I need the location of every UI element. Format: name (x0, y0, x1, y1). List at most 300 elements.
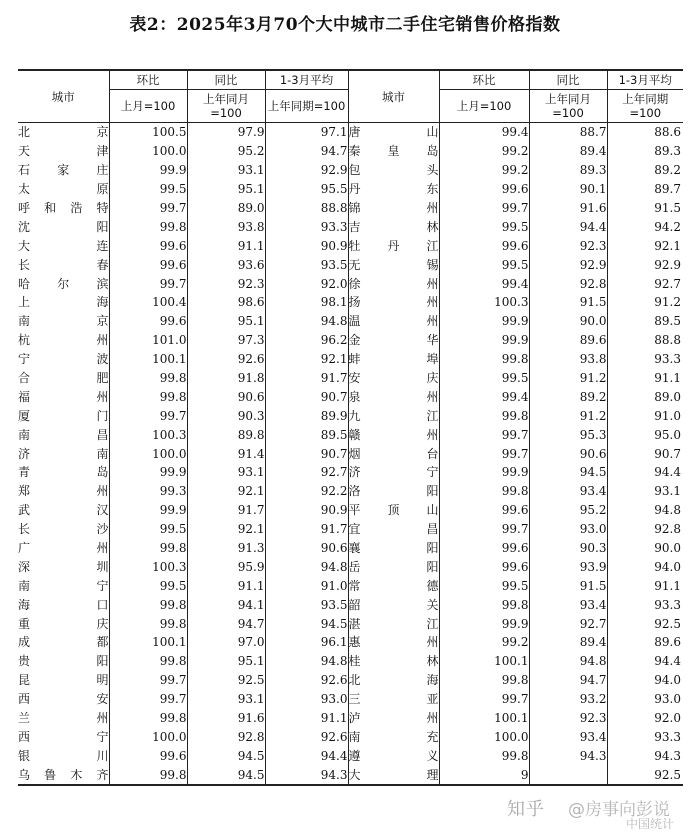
mom-index: 99.9 (109, 463, 187, 482)
q-avg-index: 93.5 (265, 255, 348, 274)
table-row (18, 765, 683, 785)
city-name: 杭州 (18, 333, 109, 348)
header-yoy-base-left: 上年同月=100 (187, 90, 265, 123)
mom-index: 99.7 (439, 690, 529, 709)
city-name: 太原 (18, 182, 109, 197)
table-row (18, 180, 683, 199)
yoy-index: 90.6 (529, 444, 607, 463)
mom-index: 99.9 (109, 161, 187, 180)
q-avg-index: 89.9 (265, 406, 348, 425)
city-name: 合肥 (18, 371, 109, 386)
city-name: 南充 (348, 728, 439, 747)
city-name: 长春 (18, 257, 109, 272)
city-name: 济南 (18, 446, 109, 461)
yoy-index: 93.6 (187, 255, 265, 274)
yoy-index: 95.2 (187, 142, 265, 161)
yoy-index: 95.3 (529, 425, 607, 444)
city-name: 济宁 (348, 463, 439, 482)
mom-index: 100.3 (109, 425, 187, 444)
mom-index: 99.9 (109, 501, 187, 520)
q-avg-index: 89.6 (607, 633, 683, 652)
mom-index: 99.7 (109, 199, 187, 218)
q-avg-index: 92.0 (265, 274, 348, 293)
mom-index: 99.5 (109, 576, 187, 595)
city-name: 成都 (18, 635, 109, 650)
mom-index: 99.7 (439, 425, 529, 444)
q-avg-index: 90.7 (265, 387, 348, 406)
q-avg-index: 96.2 (265, 331, 348, 350)
q-avg-index: 89.5 (607, 312, 683, 331)
table-row (18, 123, 683, 142)
q-avg-index: 89.2 (607, 161, 683, 180)
city-name: 石家庄 (18, 163, 109, 178)
q-avg-index: 88.8 (607, 331, 683, 350)
q-avg-index: 94.7 (265, 142, 348, 161)
yoy-index: 91.3 (187, 539, 265, 558)
q-avg-index: 90.9 (265, 501, 348, 520)
yoy-index: 91.2 (529, 369, 607, 388)
q-avg-index: 89.7 (607, 180, 683, 199)
city-name: 长沙 (18, 522, 109, 537)
mom-index: 99.5 (439, 217, 529, 236)
city-name: 岳阳 (348, 557, 439, 576)
city-name: 南京 (18, 314, 109, 329)
city-name: 泉州 (348, 387, 439, 406)
table-row (18, 406, 683, 425)
yoy-index: 92.8 (187, 728, 265, 747)
yoy-index: 97.3 (187, 331, 265, 350)
q-avg-index: 89.0 (607, 387, 683, 406)
q-avg-index: 93.3 (607, 595, 683, 614)
yoy-index: 92.3 (187, 274, 265, 293)
header-yoy-right: 同比 (529, 70, 607, 90)
table-row (18, 595, 683, 614)
yoy-index: 91.2 (529, 406, 607, 425)
yoy-index: 92.1 (187, 520, 265, 539)
mom-index: 99.5 (439, 369, 529, 388)
city-name: 南昌 (18, 427, 109, 442)
q-avg-index: 90.7 (265, 444, 348, 463)
city-name: 贵阳 (18, 654, 109, 669)
q-avg-index: 88.8 (265, 199, 348, 218)
watermark-handle: @房事向彭说 (568, 800, 670, 820)
q-avg-index: 90.9 (265, 236, 348, 255)
q-avg-index: 88.6 (607, 123, 683, 142)
yoy-index: 90.6 (187, 387, 265, 406)
table-row (18, 161, 683, 180)
yoy-index: 91.8 (187, 369, 265, 388)
table-row (18, 312, 683, 331)
yoy-index: 91.6 (187, 709, 265, 728)
mom-index: 99.2 (439, 633, 529, 652)
yoy-index: 92.6 (187, 350, 265, 369)
q-avg-index: 94.8 (607, 501, 683, 520)
yoy-index: 89.4 (529, 142, 607, 161)
city-name: 桂林 (348, 652, 439, 671)
mom-index: 100.3 (439, 293, 529, 312)
mom-index: 99.6 (439, 539, 529, 558)
header-city-left: 城市 (18, 70, 109, 123)
yoy-index: 92.3 (529, 709, 607, 728)
city-name: 西安 (18, 692, 109, 707)
city-name: 唐山 (348, 123, 439, 142)
q-avg-index: 93.3 (265, 217, 348, 236)
q-avg-index: 90.0 (607, 539, 683, 558)
mom-index: 99.6 (109, 255, 187, 274)
header-qavg-base-right: 上年同期=100 (607, 90, 683, 123)
yoy-index: 92.1 (187, 482, 265, 501)
table-row (18, 746, 683, 765)
yoy-index: 97.9 (187, 123, 265, 142)
mom-index: 100.1 (109, 633, 187, 652)
header-yoy-left: 同比 (187, 70, 265, 90)
mom-index: 99.5 (439, 576, 529, 595)
mom-index: 99.7 (439, 520, 529, 539)
city-name: 厦门 (18, 408, 109, 423)
city-name: 蚌埠 (348, 350, 439, 369)
city-name: 秦皇岛 (348, 142, 439, 161)
table-row (18, 236, 683, 255)
yoy-index: 94.1 (187, 595, 265, 614)
yoy-index: 91.6 (529, 199, 607, 218)
q-avg-index: 91.0 (265, 576, 348, 595)
header-city-right: 城市 (348, 70, 439, 123)
q-avg-index: 93.0 (265, 690, 348, 709)
city-name: 金华 (348, 331, 439, 350)
mom-index: 99.4 (439, 274, 529, 293)
table-row (18, 539, 683, 558)
yoy-index: 97.0 (187, 633, 265, 652)
city-name: 无锡 (348, 255, 439, 274)
city-name: 平顶山 (348, 501, 439, 520)
q-avg-index: 92.1 (265, 350, 348, 369)
q-avg-index: 92.9 (265, 161, 348, 180)
mom-index: 99.8 (109, 709, 187, 728)
mom-index: 9 (439, 765, 529, 785)
mom-index: 99.8 (109, 539, 187, 558)
yoy-index: 95.9 (187, 557, 265, 576)
yoy-index: 91.4 (187, 444, 265, 463)
city-name: 赣州 (348, 425, 439, 444)
yoy-index: 95.1 (187, 180, 265, 199)
city-name: 福州 (18, 389, 109, 404)
table-row (18, 142, 683, 161)
mom-index: 99.6 (439, 180, 529, 199)
mom-index: 100.3 (109, 557, 187, 576)
mom-index: 100.1 (439, 709, 529, 728)
yoy-index: 90.1 (529, 180, 607, 199)
table-row (18, 728, 683, 747)
table-row (18, 331, 683, 350)
mom-index: 99.8 (109, 387, 187, 406)
mom-index: 100.1 (109, 350, 187, 369)
q-avg-index: 92.2 (265, 482, 348, 501)
q-avg-index: 89.5 (265, 425, 348, 444)
city-name: 扬州 (348, 293, 439, 312)
mom-index: 99.5 (109, 180, 187, 199)
mom-index: 99.7 (109, 671, 187, 690)
mom-index: 99.3 (109, 482, 187, 501)
mom-index: 99.8 (439, 406, 529, 425)
mom-index: 100.0 (109, 142, 187, 161)
mom-index: 100.0 (109, 728, 187, 747)
table-row (18, 482, 683, 501)
city-name: 宁波 (18, 352, 109, 367)
table-row (18, 501, 683, 520)
yoy-index: 90.0 (529, 312, 607, 331)
mom-index: 99.7 (109, 690, 187, 709)
city-name: 郑州 (18, 484, 109, 499)
table-row (18, 255, 683, 274)
city-name: 烟台 (348, 444, 439, 463)
yoy-index: 94.5 (529, 463, 607, 482)
mom-index: 99.8 (109, 217, 187, 236)
mom-index: 99.8 (109, 595, 187, 614)
q-avg-index: 95.5 (265, 180, 348, 199)
mom-index: 99.2 (439, 142, 529, 161)
yoy-index: 93.1 (187, 463, 265, 482)
yoy-index: 93.4 (529, 482, 607, 501)
city-name: 天津 (18, 144, 109, 159)
yoy-index: 95.1 (187, 652, 265, 671)
table-row (18, 652, 683, 671)
table-row (18, 217, 683, 236)
q-avg-index: 92.8 (607, 520, 683, 539)
city-name: 大理 (348, 765, 439, 785)
q-avg-index: 89.3 (607, 142, 683, 161)
yoy-index: 91.5 (529, 576, 607, 595)
q-avg-index: 91.2 (607, 293, 683, 312)
table-row (18, 614, 683, 633)
q-avg-index: 92.5 (607, 614, 683, 633)
table-row (18, 387, 683, 406)
yoy-index: 92.7 (529, 614, 607, 633)
table-row (18, 520, 683, 539)
yoy-index: 94.7 (529, 671, 607, 690)
yoy-index: 94.8 (529, 652, 607, 671)
mom-index: 99.5 (439, 255, 529, 274)
mom-index: 99.7 (439, 444, 529, 463)
mom-index: 99.9 (439, 463, 529, 482)
table-row (18, 557, 683, 576)
city-name: 包头 (348, 161, 439, 180)
q-avg-index: 91.1 (607, 576, 683, 595)
q-avg-index: 93.0 (607, 690, 683, 709)
header-qavg-right: 1-3月平均 (607, 70, 683, 90)
header-mom-left: 环比 (109, 70, 187, 90)
table-row (18, 671, 683, 690)
yoy-index: 90.3 (529, 539, 607, 558)
mom-index: 100.0 (109, 444, 187, 463)
city-name: 安庆 (348, 369, 439, 388)
mom-index: 100.5 (109, 123, 187, 142)
yoy-index: 89.3 (529, 161, 607, 180)
q-avg-index: 98.1 (265, 293, 348, 312)
city-name: 洛阳 (348, 482, 439, 501)
yoy-index: 89.4 (529, 633, 607, 652)
table-row (18, 293, 683, 312)
table-header (18, 70, 683, 123)
city-name: 兰州 (18, 711, 109, 726)
mom-index: 99.4 (439, 123, 529, 142)
yoy-index: 93.8 (529, 350, 607, 369)
yoy-index: 93.4 (529, 595, 607, 614)
table-row (18, 709, 683, 728)
table-row (18, 369, 683, 388)
city-name: 大连 (18, 238, 109, 253)
city-name: 北京 (18, 125, 109, 140)
city-name: 惠州 (348, 633, 439, 652)
q-avg-index: 94.4 (607, 652, 683, 671)
q-avg-index: 93.5 (265, 595, 348, 614)
city-name: 丹东 (348, 180, 439, 199)
city-name: 九江 (348, 406, 439, 425)
city-name: 湛江 (348, 614, 439, 633)
q-avg-index: 94.3 (607, 746, 683, 765)
q-avg-index: 92.0 (607, 709, 683, 728)
q-avg-index: 92.7 (607, 274, 683, 293)
yoy-index: 89.8 (187, 425, 265, 444)
mom-index: 100.4 (109, 293, 187, 312)
table-row (18, 633, 683, 652)
yoy-index: 93.2 (529, 690, 607, 709)
city-name: 银川 (18, 748, 109, 763)
city-name: 沈阳 (18, 219, 109, 234)
header-mom-base-left: 上月=100 (109, 90, 187, 123)
q-avg-index: 94.8 (265, 312, 348, 331)
table-row (18, 463, 683, 482)
table-row (18, 199, 683, 218)
yoy-index: 89.0 (187, 199, 265, 218)
city-name: 西宁 (18, 729, 109, 744)
q-avg-index: 94.4 (607, 463, 683, 482)
mom-index: 99.5 (109, 520, 187, 539)
q-avg-index: 91.7 (265, 520, 348, 539)
city-name: 温州 (348, 312, 439, 331)
city-name: 牡丹江 (348, 236, 439, 255)
city-name: 深圳 (18, 559, 109, 574)
mom-index: 99.8 (109, 614, 187, 633)
yoy-index: 92.8 (529, 274, 607, 293)
mom-index: 99.9 (439, 331, 529, 350)
yoy-index: 91.7 (187, 501, 265, 520)
city-name: 徐州 (348, 274, 439, 293)
q-avg-index: 92.9 (607, 255, 683, 274)
yoy-index: 89.2 (529, 387, 607, 406)
table-body (18, 123, 683, 786)
yoy-index: 98.6 (187, 293, 265, 312)
q-avg-index: 94.5 (265, 614, 348, 633)
yoy-index: 88.7 (529, 123, 607, 142)
city-name: 三亚 (348, 690, 439, 709)
mom-index: 100.0 (439, 728, 529, 747)
yoy-index: 92.3 (529, 236, 607, 255)
yoy-index: 94.4 (529, 217, 607, 236)
mom-index: 99.8 (439, 746, 529, 765)
mom-index: 99.8 (439, 350, 529, 369)
city-name: 武汉 (18, 503, 109, 518)
yoy-index: 91.5 (529, 293, 607, 312)
header-qavg-left: 1-3月平均 (265, 70, 348, 90)
watermark-brand: 知乎 (507, 799, 545, 820)
yoy-index: 95.1 (187, 312, 265, 331)
q-avg-index: 94.4 (265, 746, 348, 765)
yoy-index: 93.8 (187, 217, 265, 236)
table-row (18, 425, 683, 444)
yoy-index: 94.5 (187, 746, 265, 765)
q-avg-index: 93.3 (607, 728, 683, 747)
yoy-index: 91.1 (187, 576, 265, 595)
mom-index: 99.6 (109, 236, 187, 255)
yoy-index: 93.0 (529, 520, 607, 539)
yoy-index: 94.7 (187, 614, 265, 633)
price-index-table (18, 69, 683, 786)
page-title: 表2：2025年3月70个大中城市二手住宅销售价格指数 (129, 15, 561, 35)
city-name: 上海 (18, 295, 109, 310)
yoy-index (529, 765, 607, 785)
yoy-index: 92.9 (529, 255, 607, 274)
yoy-index: 93.9 (529, 557, 607, 576)
q-avg-index: 96.1 (265, 633, 348, 652)
city-name: 吉林 (348, 217, 439, 236)
city-name: 襄阳 (348, 539, 439, 558)
q-avg-index: 92.5 (607, 765, 683, 785)
q-avg-index: 92.7 (265, 463, 348, 482)
yoy-index: 93.1 (187, 690, 265, 709)
mom-index: 99.8 (109, 652, 187, 671)
mom-index: 99.7 (109, 274, 187, 293)
q-avg-index: 90.7 (607, 444, 683, 463)
q-avg-index: 94.8 (265, 652, 348, 671)
yoy-index: 89.6 (529, 331, 607, 350)
city-name: 常德 (348, 576, 439, 595)
q-avg-index: 94.8 (265, 557, 348, 576)
mom-index: 99.8 (109, 369, 187, 388)
header-yoy-base-right: 上年同月=100 (529, 90, 607, 123)
city-name: 南宁 (18, 578, 109, 593)
q-avg-index: 93.1 (607, 482, 683, 501)
city-name: 重庆 (18, 616, 109, 631)
yoy-index: 94.5 (187, 765, 265, 785)
city-name: 韶关 (348, 595, 439, 614)
city-name: 北海 (348, 671, 439, 690)
header-qavg-base-left: 上年同期=100 (265, 90, 348, 123)
table-row (18, 576, 683, 595)
city-name: 呼和浩特 (18, 201, 109, 215)
q-avg-index: 97.1 (265, 123, 348, 142)
q-avg-index: 94.0 (607, 671, 683, 690)
mom-index: 99.6 (439, 501, 529, 520)
table-row (18, 690, 683, 709)
header-mom-right: 环比 (439, 70, 529, 90)
city-name: 锦州 (348, 199, 439, 218)
mom-index: 99.8 (109, 765, 187, 785)
yoy-index: 94.3 (529, 746, 607, 765)
q-avg-index: 91.1 (265, 709, 348, 728)
q-avg-index: 94.0 (607, 557, 683, 576)
city-name: 泸州 (348, 709, 439, 728)
mom-index: 99.9 (439, 614, 529, 633)
mom-index: 99.8 (439, 595, 529, 614)
city-name: 海口 (18, 597, 109, 612)
header-mom-base-right: 上月=100 (439, 90, 529, 123)
city-name: 遵义 (348, 746, 439, 765)
city-name: 哈尔滨 (18, 276, 109, 291)
mom-index: 99.6 (109, 312, 187, 331)
q-avg-index: 91.7 (265, 369, 348, 388)
mom-index: 99.7 (109, 406, 187, 425)
q-avg-index: 91.0 (607, 406, 683, 425)
